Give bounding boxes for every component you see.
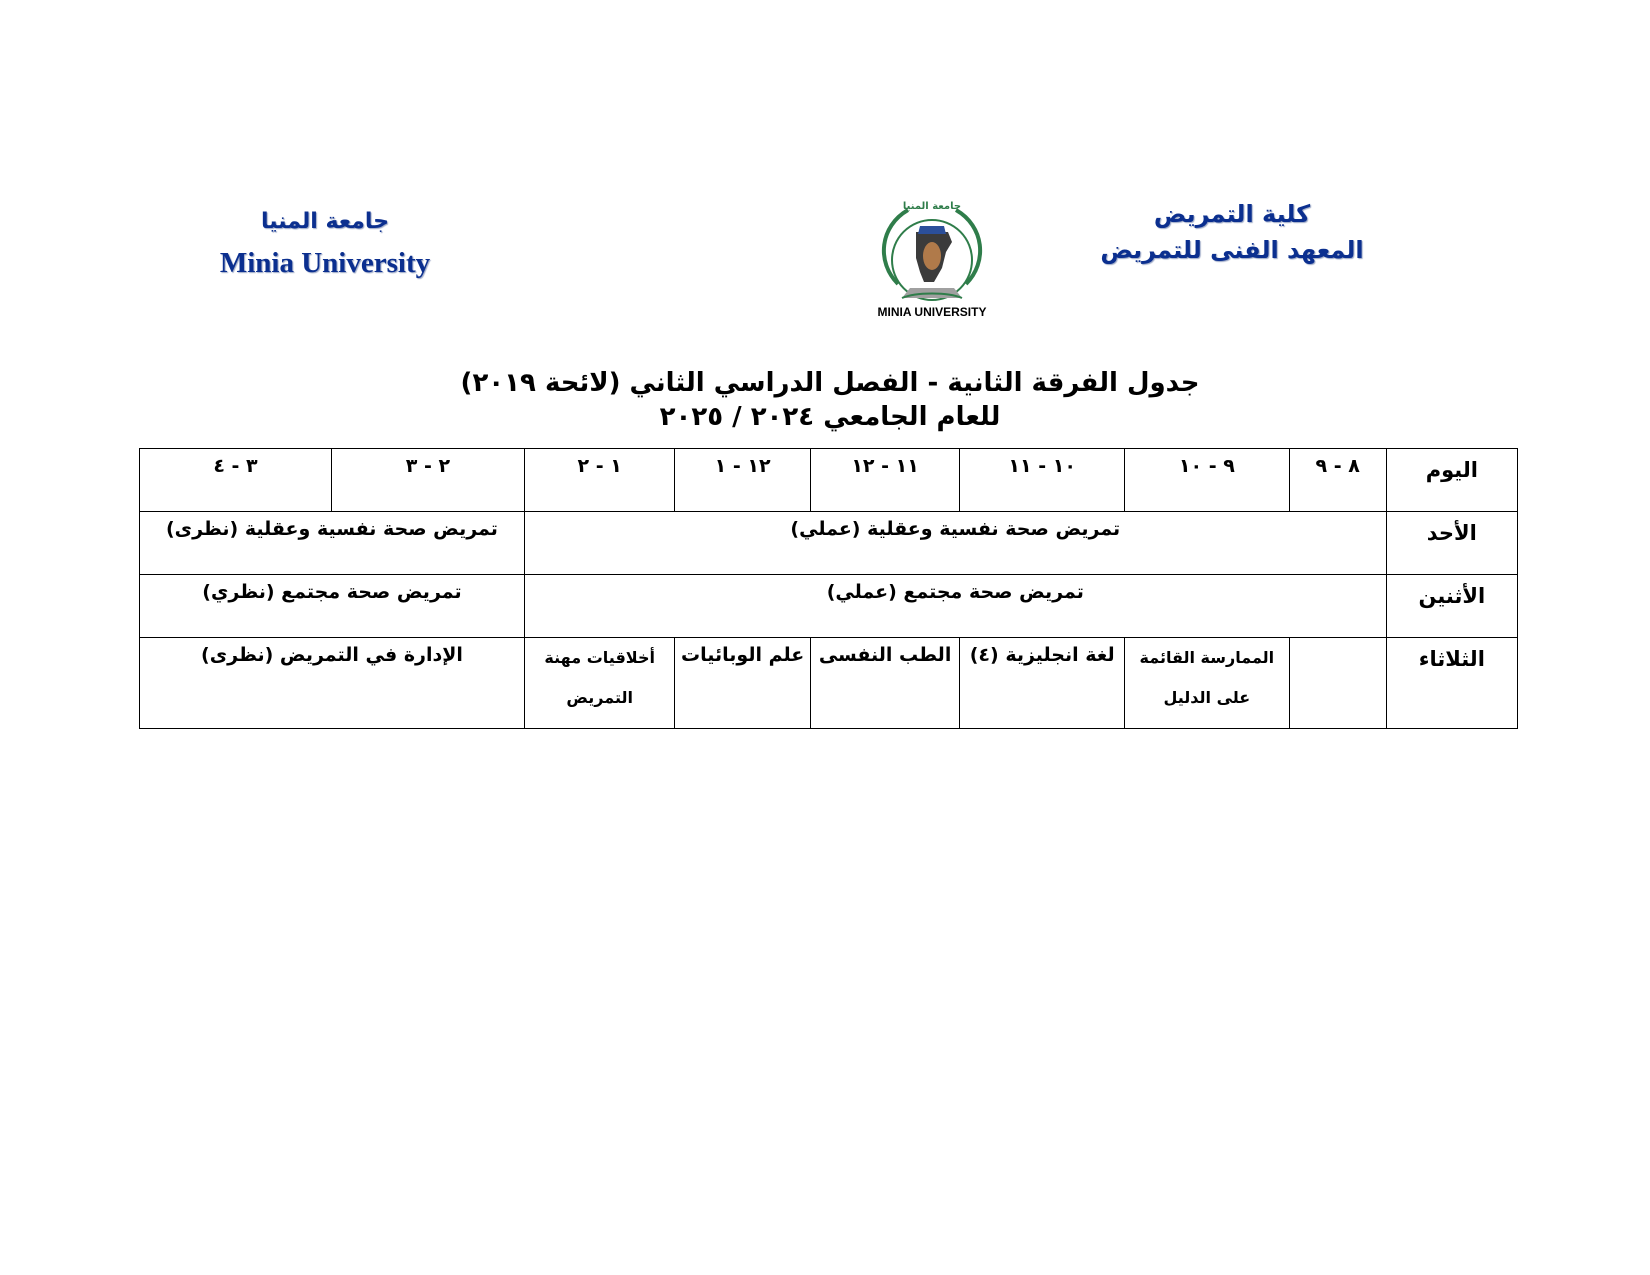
time-slot-header: ٩ - ١٠ <box>1125 449 1290 512</box>
time-slot-header: ٨ - ٩ <box>1289 449 1386 512</box>
time-slot-header: ١١ - ١٢ <box>810 449 960 512</box>
course-cell: الإدارة في التمريض (نظرى) <box>140 638 525 729</box>
university-name-english: Minia University <box>219 247 431 279</box>
course-cell: لغة انجليزية (٤) <box>960 638 1125 729</box>
time-slot-header: ١٢ - ١ <box>675 449 810 512</box>
course-cell: تمريض صحة مجتمع (نظري) <box>140 575 525 638</box>
university-header <box>160 207 490 283</box>
university-name-arabic: جامعة المنيا <box>261 209 389 234</box>
day-column-header: اليوم <box>1386 449 1517 512</box>
logo-arabic-text: جامعة المنيا <box>902 201 962 212</box>
day-cell: الثلاثاء <box>1386 638 1517 729</box>
course-cell: علم الوبائيات <box>675 638 810 729</box>
table-row <box>140 638 1518 729</box>
institute-name: المعهد الفنى للتمريض <box>1100 236 1364 264</box>
course-cell: أخلاقيات مهنة التمريض <box>524 638 675 729</box>
faculty-header <box>1082 196 1382 268</box>
course-cell: الممارسة القائمة على الدليل <box>1125 638 1290 729</box>
schedule-title-line1: جدول الفرقة الثانية - الفصل الدراسي الثاني (لائحة ٢٠١٩) <box>460 368 1200 398</box>
course-cell: تمريض صحة مجتمع (عملي) <box>524 575 1386 638</box>
university-logo <box>872 196 992 330</box>
day-cell: الأثنين <box>1386 575 1517 638</box>
table-row <box>140 512 1518 575</box>
course-cell: تمريض صحة نفسية وعقلية (نظرى) <box>140 512 525 575</box>
course-cell <box>1289 638 1386 729</box>
time-slot-header: ١٠ - ١١ <box>960 449 1125 512</box>
schedule-table <box>139 448 1518 729</box>
time-slot-header: ٣ - ٤ <box>140 449 332 512</box>
course-cell: الطب النفسى <box>810 638 960 729</box>
schedule-title <box>300 366 1360 434</box>
table-row <box>140 575 1518 638</box>
course-cell: تمريض صحة نفسية وعقلية (عملي) <box>524 512 1386 575</box>
logo-english-text: MINIA UNIVERSITY <box>877 305 987 319</box>
table-header-row <box>140 449 1518 512</box>
day-cell: الأحد <box>1386 512 1517 575</box>
faculty-name: كلية التمريض <box>1153 200 1311 228</box>
schedule-title-line2: للعام الجامعي ٢٠٢٤ / ٢٠٢٥ <box>659 402 1001 432</box>
time-slot-header: ١ - ٢ <box>524 449 675 512</box>
time-slot-header: ٢ - ٣ <box>331 449 524 512</box>
